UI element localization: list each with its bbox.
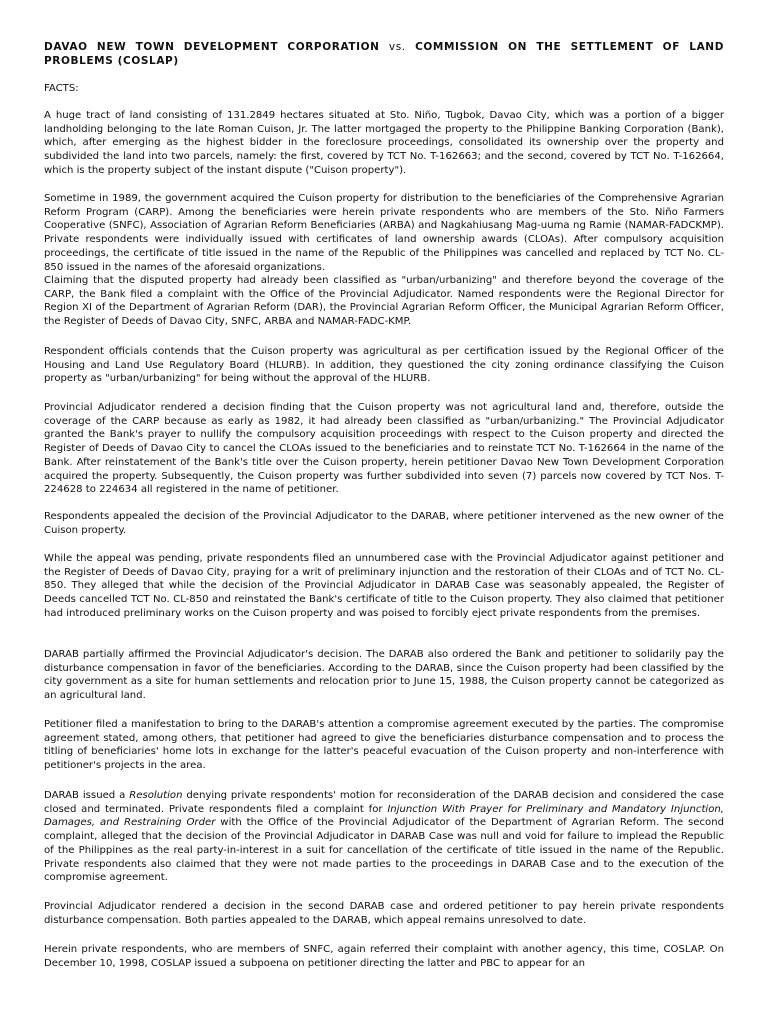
title-petitioner: DAVAO NEW TOWN DEVELOPMENT CORPORATION	[44, 41, 380, 53]
paragraph-10-injunction-italic: Injunction With Prayer for Preliminary and Mandatory Injunction, Damages, and Restraining Order	[44, 803, 724, 829]
paragraph-9: Petitioner filed a manifestation to bring to the DARAB's attention a compromise agreement executed by the parties. The compromise agreement stated, among others, that petitioner had agreed to give the beneficiaries disturbance compensation and to process the titling of beneficiaries' home lots in exchange for the latter's peaceful evacuation of the Cuison property and non-interference with petitioner's projects in the area.	[44, 719, 724, 772]
paragraph-11: Provincial Adjudicator rendered a decision in the second DARAB case and ordered petitioner to pay herein private respondents disturbance compensation. Both parties appealed to the DARAB, which appeal remains unresolved to date.	[44, 901, 724, 926]
facts-heading: FACTS:	[44, 83, 79, 94]
paragraph-2: Sometime in 1989, the government acquired the Cuison property for distribution to the beneficiaries of the Comprehensive Agrarian Reform Program (CARP). Among the beneficiaries were herein private respondents who are members of the Sto. Niño Farmers Cooperative (SNFC), Association of Agrarian Reform Beneficiaries (ARBA) and Nagkahiusang Mag-uuma ng Ramie (NAMAR-FADCKMP). Private respondents were individually issued with certificates of land ownership awards (CLOAs). After compulsory acquisition proceedings, the certificate of title issued in the name of the Republic of the Philippines was cancelled and replaced by TCT No. CL-850 issued in the names of the aforesaid organizations.	[44, 193, 724, 273]
paragraph-4: Respondent officials contends that the Cuison property was agricultural as per certification issued by the Regional Officer of the Housing and Land Use Regulatory Board (HLURB). In addition, they questioned the city zoning ordinance classifying the Cuison property as "urban/urbanizing" for being without the approval of the HLURB.	[44, 346, 724, 385]
paragraph-10-text-b: denying private respondents' motion for reconsideration of the DARAB decision and considered the case closed and terminated. Private respondents filed a complaint for	[44, 790, 724, 815]
paragraph-3: Claiming that the disputed property had already been classified as "urban/urbanizing" and therefore beyond the coverage of the CARP, the Bank filed a complaint with the Office of the Provincial Adjudicator. Named respondents were the Regional Director for Region XI of the Department of Agrarian Reform (DAR), the Provincial Agrarian Reform Officer, the Municipal Agrarian Reform Officer, the Register of Deeds of Davao City, SNFC, ARBA and NAMAR-FADC-KMP.	[44, 275, 724, 328]
paragraph-1: A huge tract of land consisting of 131.2849 hectares situated at Sto. Niño, Tugbok, Davao City, which was a portion of a bigger landholding belonging to the late Roman Cuison, Jr. The latter mortgaged the property to the Philippine Banking Corporation (Bank), which, after emerging as the highest bidder in the foreclosure proceedings, consolidated its ownership over the property and subdivided the land into two parcels, namely: the first, covered by TCT No. T-162663; and the second, covered by TCT No. T-162664, which is the property subject of the instant dispute ("Cuison property").	[44, 110, 724, 176]
paragraph-10-text-c: with the Office of the Provincial Adjudicator of the Department of Agrarian Reform. The second complaint, alleged that the decision of the Provincial Adjudicator in DARAB Case was null and void for failure to implead the Republic of the Philippines as the real party-in-interest in a suit for cancellation of the certificate of title issued in the name of the Republic. Private respondents also claimed that they were not made parties to the proceedings in DARAB Case and to the execution of the compromise agreement.	[44, 817, 724, 884]
paragraph-7: While the appeal was pending, private respondents filed an unnumbered case with the Provincial Adjudicator against petitioner and the Register of Deeds of Davao City, praying for a writ of preliminary injunction and the restoration of their CLOAs and of TCT No. CL-850. They alleged that while the decision of the Provincial Adjudicator in DARAB Case was seasonably appealed, the Register of Deeds cancelled TCT No. CL-850 and reinstated the Bank's certificate of title to the Cuison property. They also claimed that petitioner had introduced preliminary works on the Cuison property and was poised to forcibly eject private respondents from the premises.	[44, 553, 724, 619]
title-versus: vs.	[388, 41, 406, 53]
paragraph-10-text-a: DARAB issued a	[44, 790, 130, 801]
paragraph-10-resolution-italic: Resolution	[129, 790, 183, 801]
paragraph-6: Respondents appealed the decision of the Provincial Adjudicator to the DARAB, where petitioner intervened as the new owner of the Cuison property.	[44, 511, 724, 536]
document-title	[44, 40, 724, 68]
paragraph-12: Herein private respondents, who are members of SNFC, again referred their complaint with another agency, this time, COSLAP. On December 10, 1998, COSLAP issued a subpoena on petitioner directing the latter and PBC to appear for an	[44, 944, 724, 969]
paragraph-10	[44, 789, 724, 885]
title-respondent: COMMISSION ON THE SETTLEMENT OF LAND PROBLEMS (COSLAP)	[44, 41, 725, 67]
paragraph-5: Provincial Adjudicator rendered a decision finding that the Cuison property was not agricultural land and, therefore, outside the coverage of the CARP because as early as 1982, it had already been classified as "urban/urbanizing." The Provincial Adjudicator granted the Bank's prayer to nullify the compulsory acquisition proceedings with respect to the Cuison property and directed the Register of Deeds of Davao City to cancel the CLOAs issued to the beneficiaries and to reinstate TCT No. T-162664 in the name of the Bank. After reinstatement of the Bank's title over the Cuison property, herein petitioner Davao New Town Development Corporation acquired the property. Subsequently, the Cuison property was further subdivided into seven (7) parcels now covered by TCT Nos. T-224628 to 224634 all registered in the name of petitioner.	[44, 402, 724, 496]
paragraph-8: DARAB partially affirmed the Provincial Adjudicator's decision. The DARAB also ordered the Bank and petitioner to solidarily pay the disturbance compensation in favor of the beneficiaries. According to the DARAB, since the Cuison property had been classified by the city government as a site for human settlements and relocation prior to June 15, 1988, the Cuison property cannot be categorized as an agricultural land.	[44, 649, 724, 702]
